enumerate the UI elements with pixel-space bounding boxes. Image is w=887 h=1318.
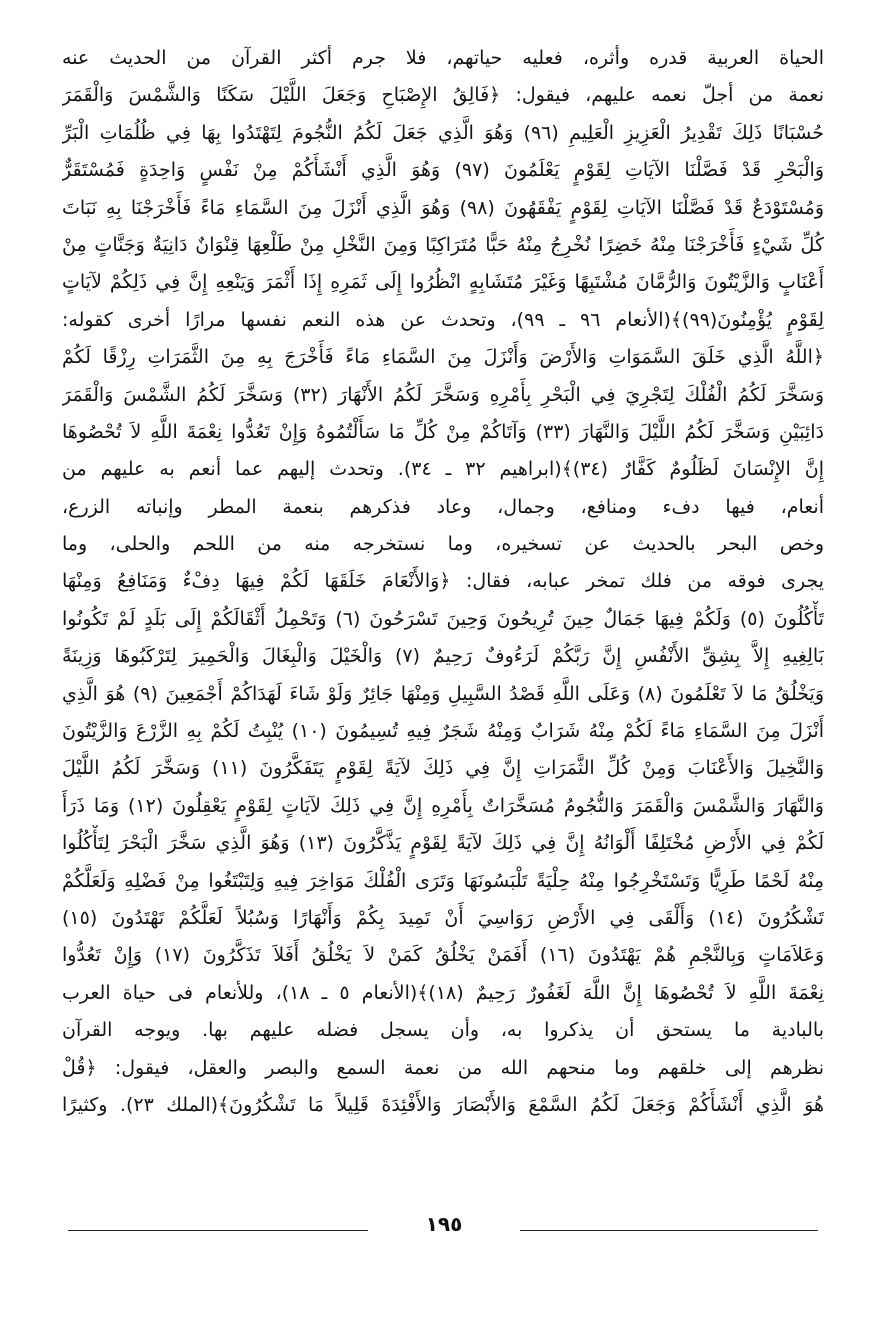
text-line: بالبادية ما يستحق أن يذكروا به، وأن يسجل فضله عليهم بها. ويوجه القرآن xyxy=(62,1019,824,1042)
text-line: نعمة من أجلّ نعمه عليهم، فيقول: ﴿فَالِقُ الإِصْبَاحِ وَجَعَلَ اللَّيْلَ سَكَنًا وَالشَّمْسَ وَالْقَمَرَ xyxy=(62,84,824,107)
text-line: أَنْزَلَ مِنَ السَّمَاءِ مَاءً لَكُمْ مِنْهُ شَرَابٌ وَمِنْهُ شَجَرٌ فِيهِ تُسِيمُونَ (١٠) يُنْبِتُ لَكُمْ بِهِ الزَّرْعَ وَالزَّيْتُونَ xyxy=(62,720,824,743)
text-line: وَالْبَحْرِ قَدْ فَصَّلْنَا الآيَاتِ لِقَوْمٍ يَعْلَمُونَ (٩٧) وَهُوَ الَّذِي أَنْشَأَكُمْ مِنْ نَفْسٍ وَاحِدَةٍ فَمُسْتَقَرٌّ xyxy=(62,159,824,182)
text-line: نِعْمَةَ اللَّهِ لاَ تُحْصُوهَا إِنَّ اللَّهَ لَغَفُورٌ رَحِيمٌ (١٨)﴾(الأنعام ٥ ـ ١٨)، وللأنعام فى حياة العرب xyxy=(62,981,824,1004)
text-line: وَالنَّهَارَ وَالشَّمْسَ وَالْقَمَرَ وَالنُّجُومُ مُسَخَّرَاتٌ بِأَمْرِهِ إِنَّ فِي ذَلِكَ لآيَاتٍ لِقَوْمٍ يَعْقِلُونَ (١٢) وَمَا ذَرَأَ xyxy=(62,794,824,817)
text-line: وخص البحر بالحديث عن تسخيره، وما نستخرجه منه من اللحم والحلى، وما xyxy=(62,533,824,556)
text-line: حُسْبَانًا ذَلِكَ تَقْدِيرُ الْعَزِيزِ الْعَلِيمِ (٩٦) وَهُوَ الَّذِي جَعَلَ لَكُمُ النُّجُومَ لِتَهْتَدُوا بِهَا فِي ظُلُمَاتِ الْبَرِّ xyxy=(62,121,824,144)
text-line: وَالنَّخِيلَ وَالأَعْنَابَ وَمِنْ كُلِّ الثَّمَرَاتِ إِنَّ فِي ذَلِكَ لآيَةً لِقَوْمٍ يَتَفَكَّرُونَ (١١) وَسَخَّرَ لَكُمُ اللَّيْلَ xyxy=(62,757,824,780)
text-line: بَالِغِيهِ إِلاَّ بِشِقِّ الأَنْفُسِ إِنَّ رَبَّكُمْ لَرَءُوفٌ رَحِيمٌ (٧) وَالْخَيْلَ وَالْبِغَالَ وَالْحَمِيرَ لِتَرْكَبُوهَا وَزِينَةً xyxy=(62,645,824,668)
text-line: تَشْكُرُونَ (١٤) وَأَلْقَى فِي الأَرْضِ رَوَاسِيَ أَنْ تَمِيدَ بِكُمْ وَأَنْهَارًا وَسُبُلاً لَعَلَّكُمْ تَهْتَدُونَ (١٥) xyxy=(62,906,824,929)
text-line: كُلِّ شَيْءٍ فَأَخْرَجْنَا مِنْهُ خَضِرًا نُخْرِجُ مِنْهُ حَبًّا مُتَرَاكِبًا وَمِنَ النَّخْلِ مِنْ طَلْعِهَا قِنْوَانٌ دَانِيَةٌ وَجَنَّاتٍ مِنْ xyxy=(62,233,824,256)
text-line: لَكُمْ فِي الأَرْضِ مُخْتَلِفًا أَلْوَانُهُ إِنَّ فِي ذَلِكَ لآيَةً لِقَوْمٍ يَذَّكَّرُونَ (١٣) وَهُوَ الَّذِي سَخَّرَ الْبَحْرَ لِتَأْكُلُوا xyxy=(62,832,824,855)
text-line: هُوَ الَّذِي أَنْشَأَكُمْ وَجَعَلَ لَكُمُ السَّمْعَ وَالأَبْصَارَ وَالأَفْئِدَةَ قَلِيلاً مَا تَشْكُرُونَ﴾(الملك ٢٣). وكثيرًا xyxy=(62,1093,824,1116)
text-line: ﴿اللَّهُ الَّذِي خَلَقَ السَّمَوَاتِ وَالأَرْضَ وَأَنْزَلَ مِنَ السَّمَاءِ مَاءً فَأَخْرَجَ بِهِ مِنَ الثَّمَرَاتِ رِزْقًا لَكُمْ xyxy=(62,346,824,369)
text-line: وَعَلاَمَاتٍ وَبِالنَّجْمِ هُمْ يَهْتَدُونَ (١٦) أَفَمَنْ يَخْلُقُ كَمَنْ لاَ يَخْلُقُ أَفَلاَ تَذَكَّرُونَ (١٧) وَإِنْ تَعُدُّوا xyxy=(62,944,824,967)
text-line: مِنْهُ لَحْمًا طَرِيًّا وَتَسْتَخْرِجُوا مِنْهُ حِلْيَةً تَلْبَسُونَهَا وَتَرَى الْفُلْكَ مَوَاخِرَ فِيهِ وَلِتَبْتَغُوا مِنْ فَضْلِهِ وَلَعَلَّكُمْ xyxy=(62,869,824,892)
text-line: وَسَخَّرَ لَكُمُ الْفُلْكَ لِتَجْرِيَ فِي الْبَحْرِ بِأَمْرِهِ وَسَخَّرَ لَكُمُ الأَنْهَارَ (٣٢) وَسَخَّرَ لَكُمُ الشَّمْسَ وَالْقَمَرَ xyxy=(62,383,824,406)
text-line: لِقَوْمٍ يُؤْمِنُونَ(٩٩)﴾(الأنعام ٩٦ ـ ٩٩)، وتحدث عن هذه النعم نفسها مرارًا أخرى كقوله: xyxy=(62,308,824,331)
text-line: أنعام، فيها دفء ومنافع، وجمال، وعاد فذكرهم بنعمة المطر وإنباته الزرع، xyxy=(62,495,824,518)
footer-rule-left xyxy=(68,1230,368,1231)
text-line: إِنَّ الإِنْسَانَ لَظَلُومٌ كَفَّارٌ (٣٤)﴾(ابراهيم ٣٢ ـ ٣٤). وتحدث إليهم عما أنعم به عليهم من xyxy=(62,458,824,481)
text-line: وَمُسْتَوْدَعٌ قَدْ فَصَّلْنَا الآيَاتِ لِقَوْمٍ يَفْقَهُونَ (٩٨) وَهُوَ الَّذِي أَنْزَلَ مِنَ السَّمَاءِ مَاءً فَأَخْرَجْنَا بِهِ نَبَاتَ xyxy=(62,196,824,219)
footer-rule-right xyxy=(520,1230,818,1231)
text-line: تَأْكُلُونَ (٥) وَلَكُمْ فِيهَا جَمَالٌ حِينَ تُرِيحُونَ وَحِينَ تَسْرَحُونَ (٦) وَتَحْمِلُ أَثْقَالَكُمْ إِلَى بَلَدٍ لَمْ تَكُونُوا xyxy=(62,607,824,630)
text-line: نظرهم إلى خلقهم وما منحهم الله من نعمة السمع والبصر والعقل، فيقول: ﴿قُلْ xyxy=(62,1056,824,1079)
text-line: الحياة العربية قدره وأثره، فعليه حياتهم، فلا جرم أكثر القرآن من الحديث عنه xyxy=(62,47,824,69)
text-line: وَيَخْلُقُ مَا لاَ تَعْلَمُونَ (٨) وَعَلَى اللَّهِ قَصْدُ السَّبِيلِ وَمِنْهَا جَائِرٌ وَلَوْ شَاءَ لَهَدَاكُمْ أَجْمَعِينَ (٩) هُوَ الَّذِي xyxy=(62,682,824,705)
page-number: ١٩٥ xyxy=(425,1212,463,1236)
text-line: أَعْنَابٍ وَالزَّيْتُونَ وَالرُّمَّانَ مُشْتَبِهًا وَغَيْرَ مُتَشَابِهٍ انْظُرُوا إِلَى ثَمَرِهِ إِذَا أَثْمَرَ وَيَنْعِهِ إِنَّ فِي ذَلِكُمْ لآيَاتٍ xyxy=(62,271,824,294)
body-text xyxy=(62,40,824,1124)
text-line: يجرى فوقه من فلك تمخر عبابه، فقال: ﴿وَالأَنْعَامَ خَلَقَهَا لَكُمْ فِيهَا دِفْءٌ وَمَنَافِعُ وَمِنْهَا xyxy=(62,570,824,593)
text-line: دَائِبَيْنِ وَسَخَّرَ لَكُمُ اللَّيْلَ وَالنَّهَارَ (٣٣) وَآتَاكُمْ مِنْ كُلِّ مَا سَأَلْتُمُوهُ وَإِنْ تَعُدُّوا نِعْمَةَ اللَّهِ لاَ تُحْصُوهَا xyxy=(62,420,824,443)
